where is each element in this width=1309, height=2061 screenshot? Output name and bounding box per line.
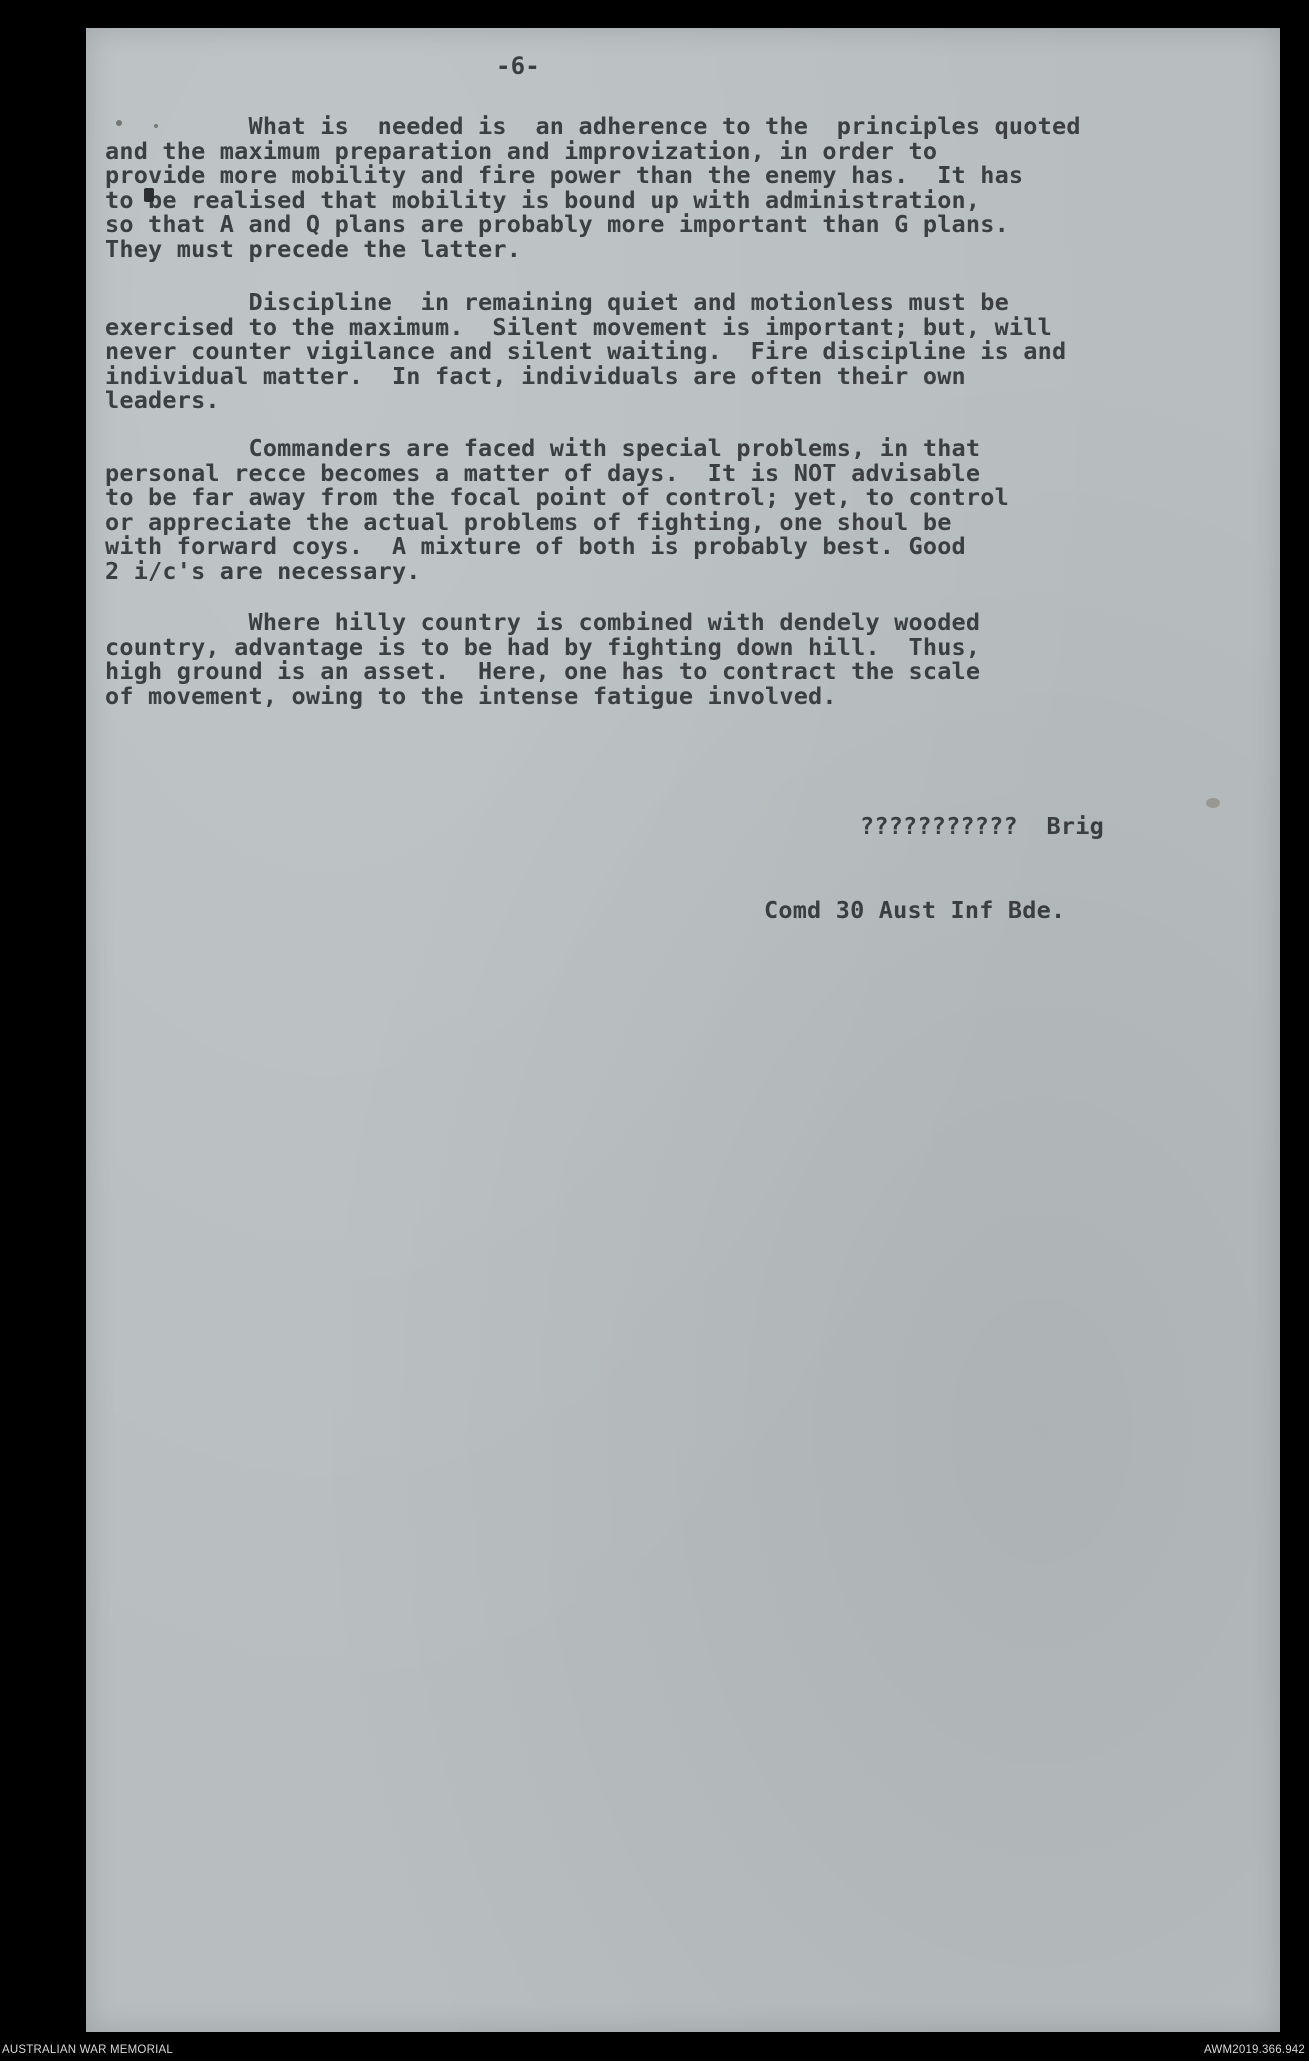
paragraph-1: What is needed is an adherence to the principles quoted and the maximum preparation and improvization, in order to provide more mobility and fire power than the enemy has. It has to be realised that mobility is bound up with administration, so that A and Q plans are probably more important than G plans. They must precede the latter. bbox=[105, 112, 1081, 263]
signature-block bbox=[764, 756, 1104, 980]
paragraph-4: Where hilly country is combined with dendely wooded country, advantage is to be had by fighting down hill. Thus, high ground is an asset. Here, one has to contract the scale of movement, owing to the intense fatigue involved. bbox=[105, 608, 981, 710]
footer-accession-number: AWM2019.366.942 bbox=[1203, 2044, 1305, 2056]
paragraph-2: Discipline in remaining quiet and motionless must be exercised to the maximum. Silent movement is important; but, will never counter vigilance and silent waiting. Fire discipline is and individual matter. In fact, individuals are often their own leaders. bbox=[105, 288, 1067, 414]
signature-line-2: Comd 30 Aust Inf Bde. bbox=[764, 896, 1066, 924]
paragraph-3: Commanders are faced with special problems, in that personal recce becomes a matter of days. It is NOT advisable to be far away from the focal point of control; yet, to control or appreciate the actual problems of fighting, one shoul be with forward coys. A mixture of both is probably best. Good 2 i/c's are necessary. bbox=[105, 434, 1009, 585]
signature-line-1: ??????????? Brig bbox=[860, 812, 1104, 840]
ink-stain bbox=[1206, 798, 1220, 808]
footer-source: AUSTRALIAN WAR MEMORIAL bbox=[2, 2044, 173, 2056]
page-number: -6- bbox=[496, 52, 540, 80]
